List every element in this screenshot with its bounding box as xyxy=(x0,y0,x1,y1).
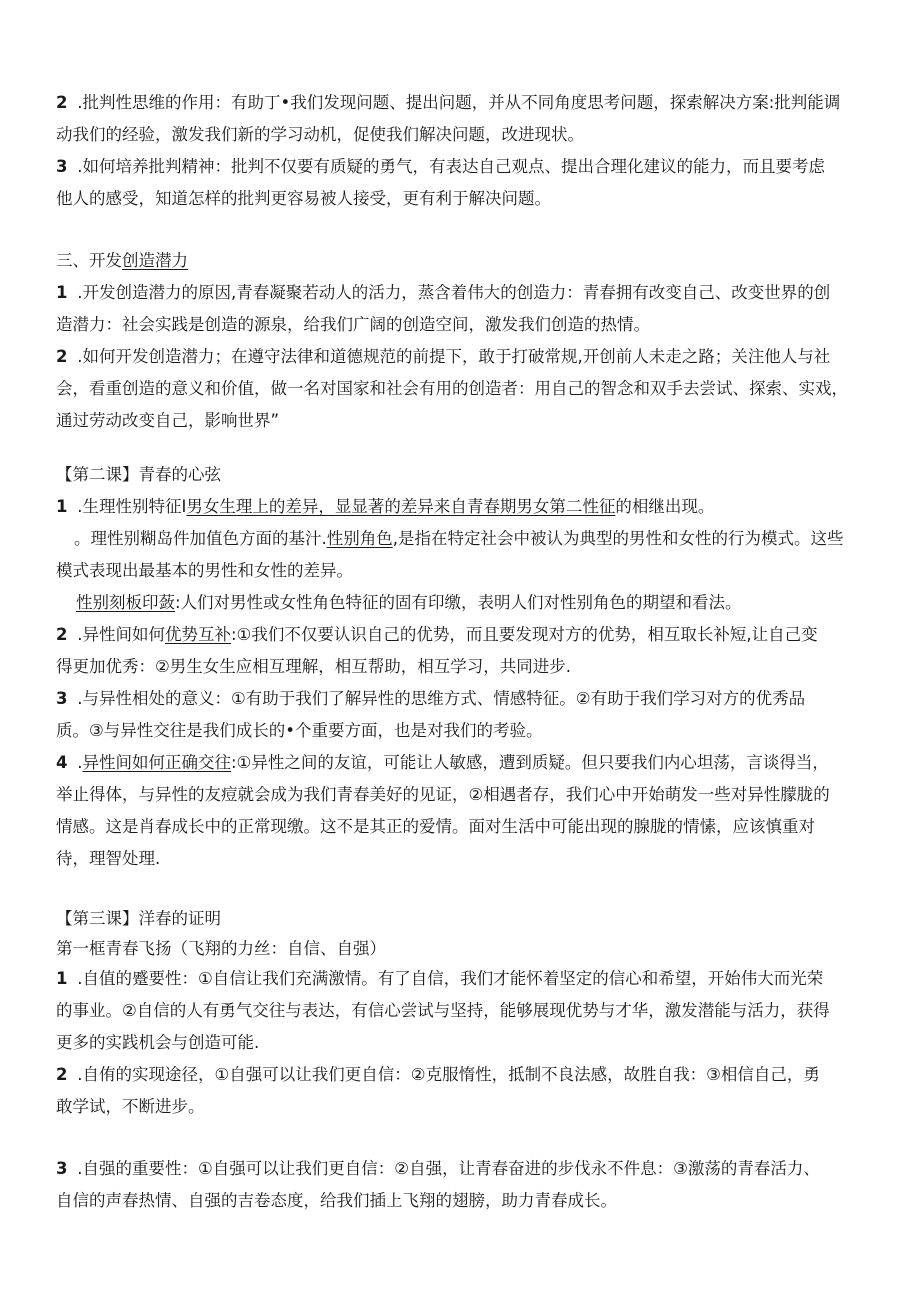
lesson2-item1-line1: 1 .生理性别特征I男女生理上的差异，显显著的差异来自青春期男女第二性征的相继出现。 xyxy=(56,497,715,516)
lesson3-subtitle: 第一框青春飞扬（飞翔的力丝：自信、自强） xyxy=(56,939,386,958)
item-number: 2 xyxy=(56,347,68,366)
critical-item2-line1: 2 .批判性思维的作用：有助丁•我们发现问题、提出问题，并从不同角度思考问题，探索解决方案:批判能调 xyxy=(56,93,841,112)
creative-item1-line2: 造潜力：社会实践是创造的源泉，给我们广阔的创造空间，激发我们创造的热情。 xyxy=(56,315,650,334)
lesson2-item3-line1: 3 .与异性相处的意义：①有助于我们了解异性的思维方式、情感特征。②有助于我们学习对方的优秀品 xyxy=(56,689,806,708)
lesson2-item4-line4: 待，理智处理. xyxy=(56,849,161,868)
item-number: 1 xyxy=(56,283,68,302)
lesson2-item1-line3: 模式表现出最基本的男性和女性的差异。 xyxy=(56,561,353,580)
lesson3-item2-line2: 敢学试，不断进步。 xyxy=(56,1097,205,1116)
creative-item1-line1: 1 .开发创造潜力的原因,青春凝聚若动人的活力，蒸含着伟大的创造力：青春拥有改变自己、改变世界的创 xyxy=(56,283,831,302)
item-number: 2 xyxy=(56,93,68,112)
item-number: 3 xyxy=(56,689,68,708)
lesson2-item1-line4: 性别刻板印蔹:人们对男性或女性角色特征的固有印缴，表明人们对性别角色的期望和看法。 xyxy=(76,593,742,612)
creative-item2-line2: 会，看重创造的意义和价值，做一名对国家和社会有用的创造者：用自己的智念和双手去尝试、探索、实戏， xyxy=(56,379,848,398)
lesson2-item1-line2: 。理性别糊岛件加值色方面的基汁.性别角色,是指在特定社会中被认为典型的男性和女性的行为模式。这些 xyxy=(74,529,844,548)
lesson3-item3-line2: 自信的声春热情、自强的吉卷态度，给我们插上飞翔的翅膀，助力青春成长。 xyxy=(56,1191,617,1210)
item-number: 2 xyxy=(56,625,68,644)
lesson2-item2-line2: 得更加优秀：②男生女生应相互理解，相互帮助，相互学习，共同进步. xyxy=(56,657,572,676)
lesson2-title: 【第二课】青春的心弦 xyxy=(56,465,221,484)
critical-item3-line1: 3 .如何培养批判精神：批判不仅要有质疑的勇气，有表达自己观点、提出合理化建议的能力，而且要考虑 xyxy=(56,157,825,176)
creative-item2-line1: 2 .如何开发创造潜力；在遵守法律和道德规范的前提下，敢于打破常规,开创前人未走之路；关注他人与社 xyxy=(56,347,831,366)
creative-section-heading: 三、开发创造潜力 xyxy=(56,251,188,270)
critical-item3-line2: 他人的感受，知道怎样的批判更容易被人接受，更有利于解决问题。 xyxy=(56,189,551,208)
item-number: 3 xyxy=(56,1159,68,1178)
lesson3-item3-line1: 3 .自强的重要性：①自强可以让我们更自信：②自强，让青春奋进的步伐永不件息：③激荡的青春活力、 xyxy=(56,1159,820,1178)
lesson3-item1-line1: 1 .自值的蹙要性：①自信让我们充满激情。有了自信，我们才能怀着坚定的信心和希望，开始伟大而光荣 xyxy=(56,969,824,988)
lesson2-item4-line3: 情感。这是肖春成长中的正常现缴。这不是其正的爱情。面对生活中可能出现的腺胧的情愫，应该慎重对 xyxy=(56,817,815,836)
lesson2-item4-line2: 举止得体，与异性的友痘就会成为我们青春美好的见证，②相遇者存，我们心中开始萌发一些对异性朦胧的 xyxy=(56,785,830,804)
creative-item2-line3: 通过劳动改变自己，影响世界” xyxy=(56,411,280,430)
item-number: 1 xyxy=(56,969,68,988)
lesson3-title: 【第三课】洋春的证明 xyxy=(56,909,221,928)
lesson3-item1-line3: 更多的实践机会与创造可能. xyxy=(56,1033,260,1052)
lesson2-item3-line2: 质。③与异性交往是我们成长的•个重要方面，也是对我们的考验。 xyxy=(56,721,543,740)
lesson3-item1-line2: 的事业。②自信的人有勇气交往与表达，有信心尝试与坚持，能够展现优势与才华，激发潜能与活力，获得 xyxy=(56,1001,830,1020)
item-number: 3 xyxy=(56,157,68,176)
item-number: 4 xyxy=(56,753,68,772)
lesson2-item2-line1: 2 .异性间如何优势互补:①我们不仅要认识自己的优势，而且要发现对方的优势，相互取长补短,让自己变 xyxy=(56,625,818,644)
lesson3-item2-line1: 2 .自侑的实现途径，①自强可以让我们更自信：②克服惰性，抵制不良法感，故胜自我：③相信自己，勇 xyxy=(56,1065,820,1084)
item-number: 1 xyxy=(56,497,68,516)
lesson2-item4-line1: 4 .异性间如何正确交往:①异性之间的友谊，可能让人敏感，遭到质疑。但只要我们内心坦荡，言谈得当， xyxy=(56,753,829,772)
critical-item2-line2: 动我们的经验，激发我们新的学习动机，促使我们解决问题，改进现状。 xyxy=(56,125,584,144)
item-number: 2 xyxy=(56,1065,68,1084)
